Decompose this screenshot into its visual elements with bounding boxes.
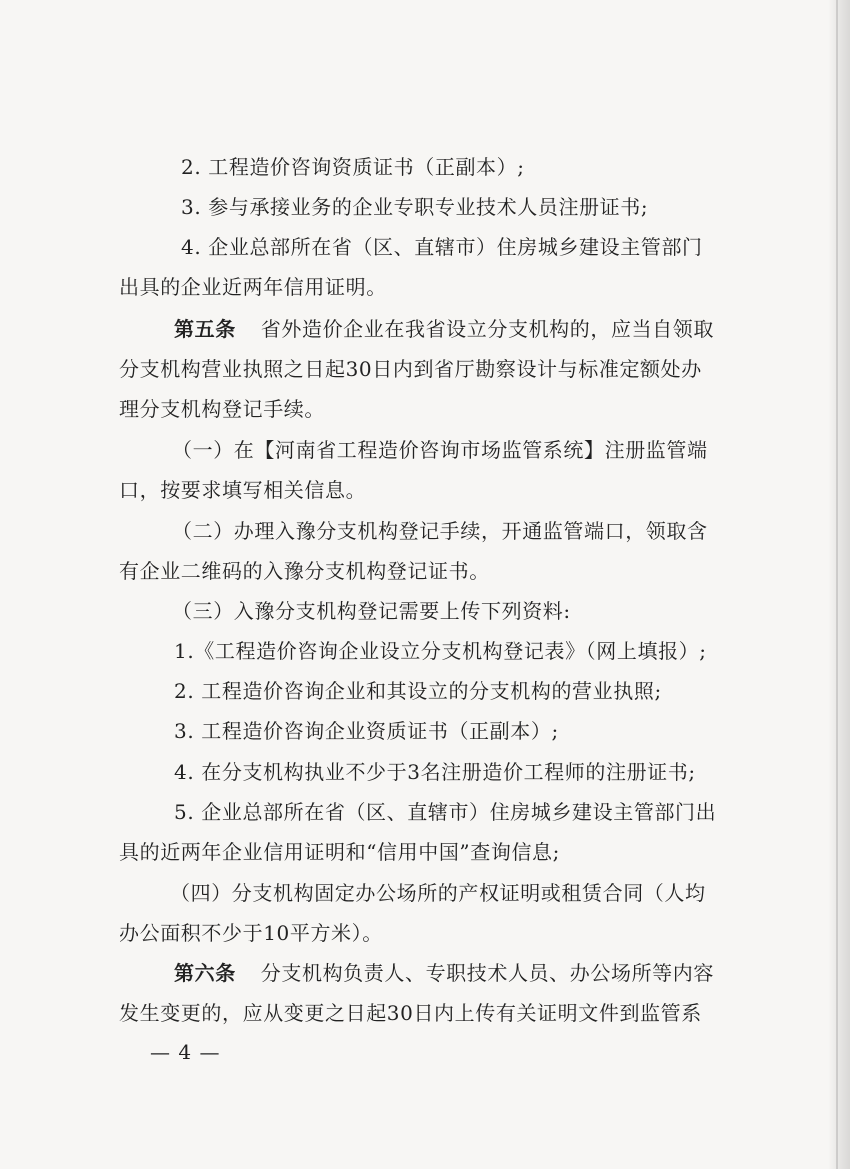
text-line-20: 办公面积不少于10平方米）。 <box>119 921 383 945</box>
text-line-7: 理分支机构登记手续。 <box>119 397 325 421</box>
text-line-17: 5. 企业总部所在省（区、直辖市）住房城乡建设主管部门出 <box>174 800 717 824</box>
article-5-text: 省外造价企业在我省设立分支机构的，应当自领取 <box>260 317 714 341</box>
page-number: — 4 — <box>150 1040 221 1064</box>
text-line-18: 具的近两年企业信用证明和“信用中国”查询信息; <box>119 840 560 864</box>
text-line-19: （四）分支机构固定办公场所的产权证明或租赁合同（人均 <box>170 881 706 905</box>
text-line-14: 2. 工程造价咨询企业和其设立的分支机构的营业执照; <box>174 679 662 703</box>
text-line-2: 3. 参与承接业务的企业专职专业技术人员注册证书; <box>181 195 649 219</box>
page-edge-line <box>836 0 838 1169</box>
text-line-6: 分支机构营业执照之日起30日内到省厅勘察设计与标准定额处办 <box>119 357 702 381</box>
text-line-15: 3. 工程造价咨询企业资质证书（正副本）; <box>174 719 559 743</box>
text-line-22: 发生变更的，应从变更之日起30日内上传有关证明文件到监管系 <box>119 1001 702 1025</box>
text-line-12: （三）入豫分支机构登记需要上传下列资料: <box>172 599 571 623</box>
article-5-heading-line <box>174 315 714 343</box>
text-line-9: 口，按要求填写相关信息。 <box>119 478 367 502</box>
text-line-3: 4. 企业总部所在省（区、直辖市）住房城乡建设主管部门 <box>181 235 703 259</box>
article-5-label: 第五条 <box>174 317 236 341</box>
text-line-10: （二）办理入豫分支机构登记手续，开通监管端口，领取含 <box>172 519 708 543</box>
text-line-16: 4. 在分支机构执业不少于3名注册造价工程师的注册证书; <box>174 760 696 784</box>
page-edge-shadow <box>828 0 850 1169</box>
text-line-4: 出具的企业近两年信用证明。 <box>119 275 387 299</box>
text-line-1: 2. 工程造价咨询资质证书（正副本）; <box>181 155 525 179</box>
article-6-text: 分支机构负责人、专职技术人员、办公场所等内容 <box>260 961 714 985</box>
text-line-8: （一）在【河南省工程造价咨询市场监管系统】注册监管端 <box>172 438 708 462</box>
article-6-heading-line <box>174 959 714 987</box>
article-6-label: 第六条 <box>174 961 236 985</box>
text-line-13: 1.《工程造价咨询企业设立分支机构登记表》（网上填报）; <box>174 639 707 663</box>
text-line-11: 有企业二维码的入豫分支机构登记证书。 <box>119 559 490 583</box>
